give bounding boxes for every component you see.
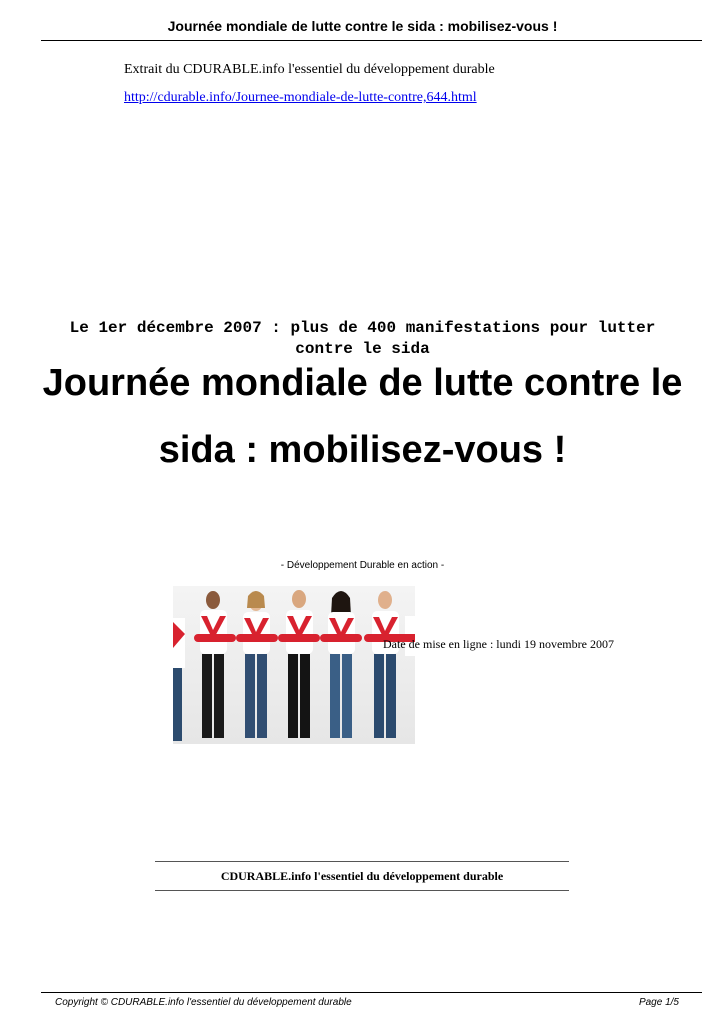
publication-date: Date de mise en ligne : lundi 19 novembre 2007 xyxy=(383,637,614,651)
article-surtitle: Le 1er décembre 2007 : plus de 400 manifestations pour lutter contre le sida xyxy=(69,319,656,358)
copyright-notice: Copyright © CDURABLE.info l'essentiel du développement durable xyxy=(55,997,352,1008)
running-header-title: Journée mondiale de lutte contre le sida : mobilisez-vous ! xyxy=(167,18,558,34)
header-divider xyxy=(41,40,702,41)
footer-divider xyxy=(41,992,702,993)
article-title: Journée mondiale de lutte contre le sida : mobilisez-vous ! xyxy=(42,362,683,471)
source-extract-text: Extrait du CDURABLE.info l'essentiel du développement durable xyxy=(124,62,495,77)
source-url-link[interactable]: http://cdurable.info/Journee-mondiale-de-lutte-contre,644.html xyxy=(124,90,477,105)
article-section: - Développement Durable en action - xyxy=(280,560,445,571)
article-photo xyxy=(173,586,415,744)
page-number: Page 1/5 xyxy=(638,997,679,1008)
site-footer-banner: CDURABLE.info l'essentiel du développement durable xyxy=(155,861,569,891)
